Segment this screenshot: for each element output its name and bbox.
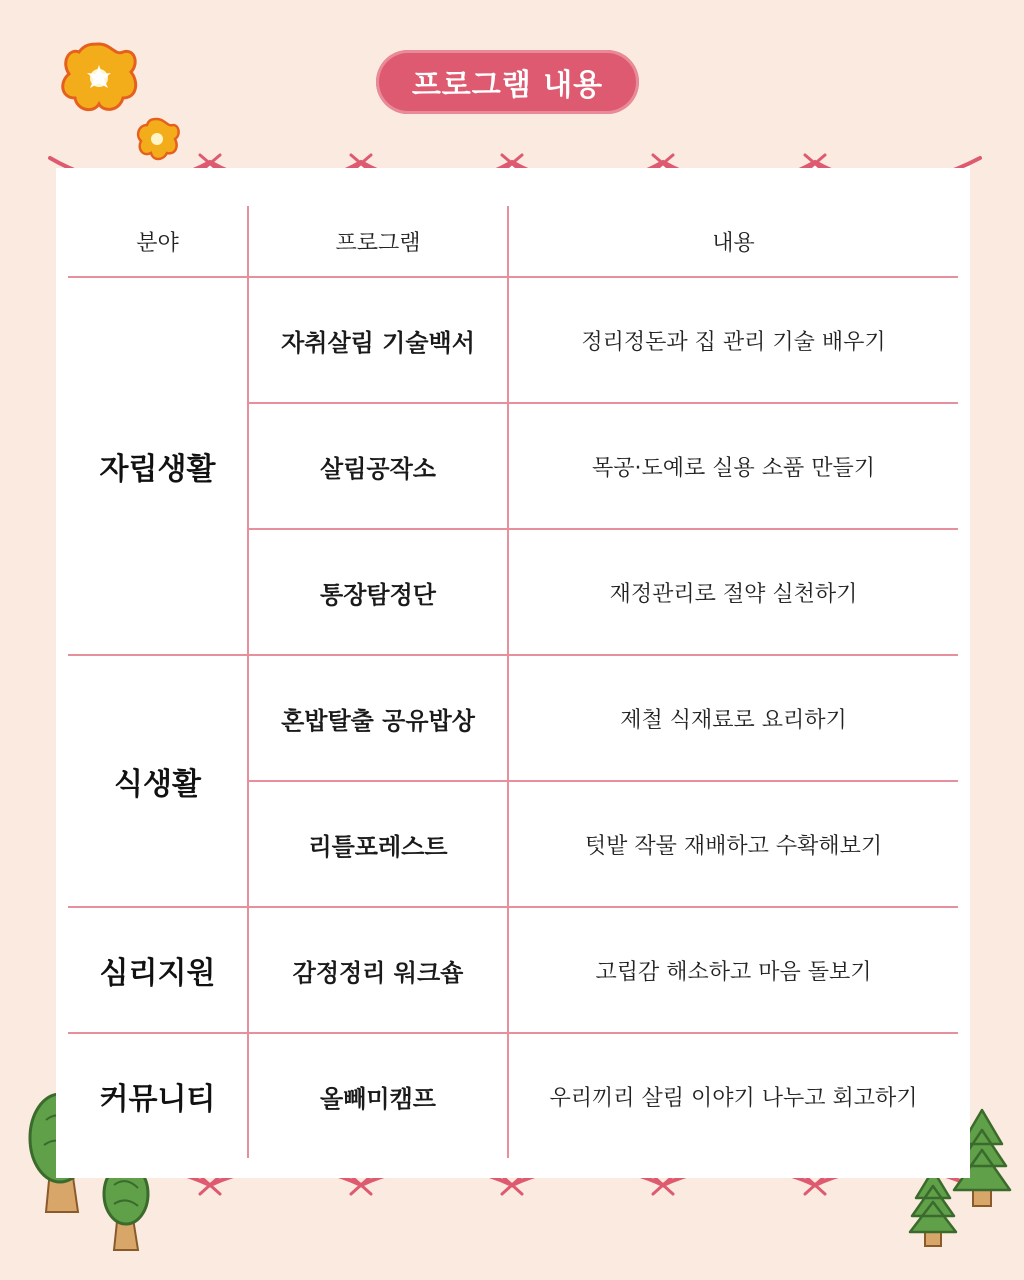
program-cell: 자취살림 기술백서 bbox=[248, 277, 508, 403]
table-header-row bbox=[68, 206, 958, 277]
table-row bbox=[68, 277, 958, 403]
page-title: 프로그램 내용 bbox=[376, 50, 639, 114]
header-category: 분야 bbox=[68, 206, 248, 277]
content-cell: 텃밭 작물 재배하고 수확해보기 bbox=[508, 781, 958, 907]
content-cell: 목공·도예로 실용 소품 만들기 bbox=[508, 403, 958, 529]
category-cell: 커뮤니티 bbox=[99, 1082, 216, 1117]
table-row bbox=[68, 907, 958, 1033]
content-cell: 제철 식재료로 요리하기 bbox=[508, 655, 958, 781]
category-cell: 심리지원 bbox=[68, 907, 248, 1033]
program-cell: 통장탐정단 bbox=[248, 529, 508, 655]
program-cell: 리틀포레스트 bbox=[248, 781, 508, 907]
flower-icon bbox=[138, 119, 179, 159]
content-cell: 재정관리로 절약 실천하기 bbox=[508, 529, 958, 655]
table-row bbox=[68, 1033, 958, 1158]
content-cell: 우리끼리 살림 이야기 나누고 회고하기 bbox=[508, 1033, 958, 1158]
flower-icon bbox=[63, 44, 136, 110]
category-cell: 식생활 bbox=[68, 655, 248, 907]
program-cell: 올빼미캠프 bbox=[248, 1033, 508, 1158]
content-cell: 고립감 해소하고 마음 돌보기 bbox=[508, 907, 958, 1033]
table-row bbox=[68, 655, 958, 781]
content-cell: 정리정돈과 집 관리 기술 배우기 bbox=[508, 277, 958, 403]
program-table bbox=[68, 206, 958, 1158]
category-cell: 자립생활 bbox=[68, 277, 248, 655]
header-program: 프로그램 bbox=[248, 206, 508, 277]
program-cell: 혼밥탈출 공유밥상 bbox=[248, 655, 508, 781]
header-content: 내용 bbox=[508, 206, 958, 277]
program-cell: 살림공작소 bbox=[248, 403, 508, 529]
program-cell: 감정정리 워크숍 bbox=[248, 907, 508, 1033]
